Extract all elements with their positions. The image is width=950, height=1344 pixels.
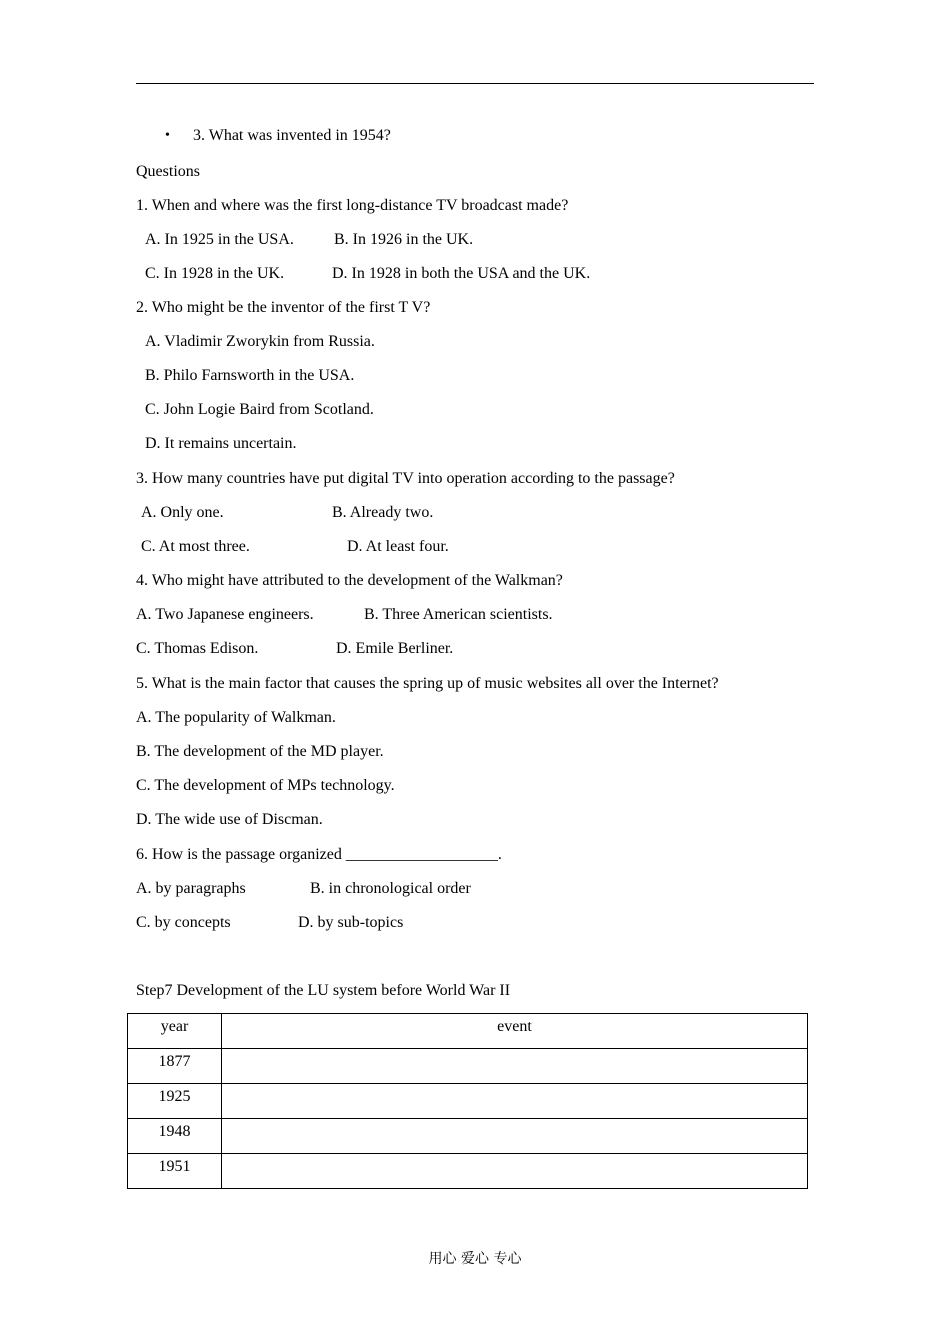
table-header-row [128, 1014, 808, 1049]
question-2-option-c: C. John Logie Baird from Scotland. [145, 401, 374, 418]
header-rule [136, 83, 814, 84]
question-1-option-d: D. In 1928 in both the USA and the UK. [332, 265, 591, 282]
question-6-stem: 6. How is the passage organized ___________________. [136, 846, 502, 863]
question-3-option-c: C. At most three. [141, 538, 250, 555]
question-5-option-a: A. The popularity of Walkman. [136, 709, 336, 726]
question-4-stem: 4. Who might have attributed to the development of the Walkman? [136, 572, 563, 589]
table-row [128, 1049, 808, 1084]
header-year: year [128, 1014, 222, 1049]
year-cell: 1951 [128, 1154, 222, 1189]
question-5-option-d: D. The wide use of Discman. [136, 811, 323, 828]
question-3-option-d: D. At least four. [347, 538, 449, 555]
question-5-option-b: B. The development of the MD player. [136, 743, 384, 760]
year-cell: 1948 [128, 1119, 222, 1154]
question-4-option-c: C. Thomas Edison. [136, 640, 259, 657]
table-row [128, 1119, 808, 1154]
question-1-stem: 1. When and where was the first long-distance TV broadcast made? [136, 197, 569, 214]
question-2-stem: 2. Who might be the inventor of the first T V? [136, 299, 431, 316]
event-cell [222, 1119, 808, 1154]
event-cell [222, 1084, 808, 1119]
section-heading: Questions [136, 163, 200, 180]
event-cell [222, 1154, 808, 1189]
question-4-option-d: D. Emile Berliner. [336, 640, 454, 657]
step7-table [127, 1013, 808, 1189]
question-3-option-a: A. Only one. [141, 504, 224, 521]
header-event: event [222, 1014, 808, 1049]
question-2-option-a: A. Vladimir Zworykin from Russia. [145, 333, 375, 350]
question-1-option-a: A. In 1925 in the USA. [145, 231, 294, 248]
table-row [128, 1084, 808, 1119]
year-cell: 1877 [128, 1049, 222, 1084]
question-5-option-c: C. The development of MPs technology. [136, 777, 395, 794]
event-cell [222, 1049, 808, 1084]
step7-title: Step7 Development of the LU system before World War II [136, 982, 511, 999]
question-6-option-b: B. in chronological order [310, 880, 471, 897]
question-6-option-c: C. by concepts [136, 914, 231, 931]
question-3-stem: 3. How many countries have put digital TV into operation according to the passage? [136, 470, 675, 487]
question-3-option-b: B. Already two. [332, 504, 434, 521]
bullet-item-text: 3. What was invented in 1954? [193, 127, 391, 144]
question-1-option-b: B. In 1926 in the UK. [334, 231, 474, 248]
question-2-option-d: D. It remains uncertain. [145, 435, 297, 452]
question-4-option-b: B. Three American scientists. [364, 606, 553, 623]
question-2-option-b: B. Philo Farnsworth in the USA. [145, 367, 355, 384]
question-5-stem: 5. What is the main factor that causes the spring up of music websites all over the Internet? [136, 675, 719, 692]
page-footer: 用心 爱心 专心 [428, 1251, 522, 1267]
question-6-option-a: A. by paragraphs [136, 880, 246, 897]
question-4-option-a: A. Two Japanese engineers. [136, 606, 314, 623]
question-6-option-d: D. by sub-topics [298, 914, 404, 931]
table-row [128, 1154, 808, 1189]
bullet-icon: • [165, 128, 170, 143]
question-1-option-c: C. In 1928 in the UK. [145, 265, 285, 282]
year-cell: 1925 [128, 1084, 222, 1119]
